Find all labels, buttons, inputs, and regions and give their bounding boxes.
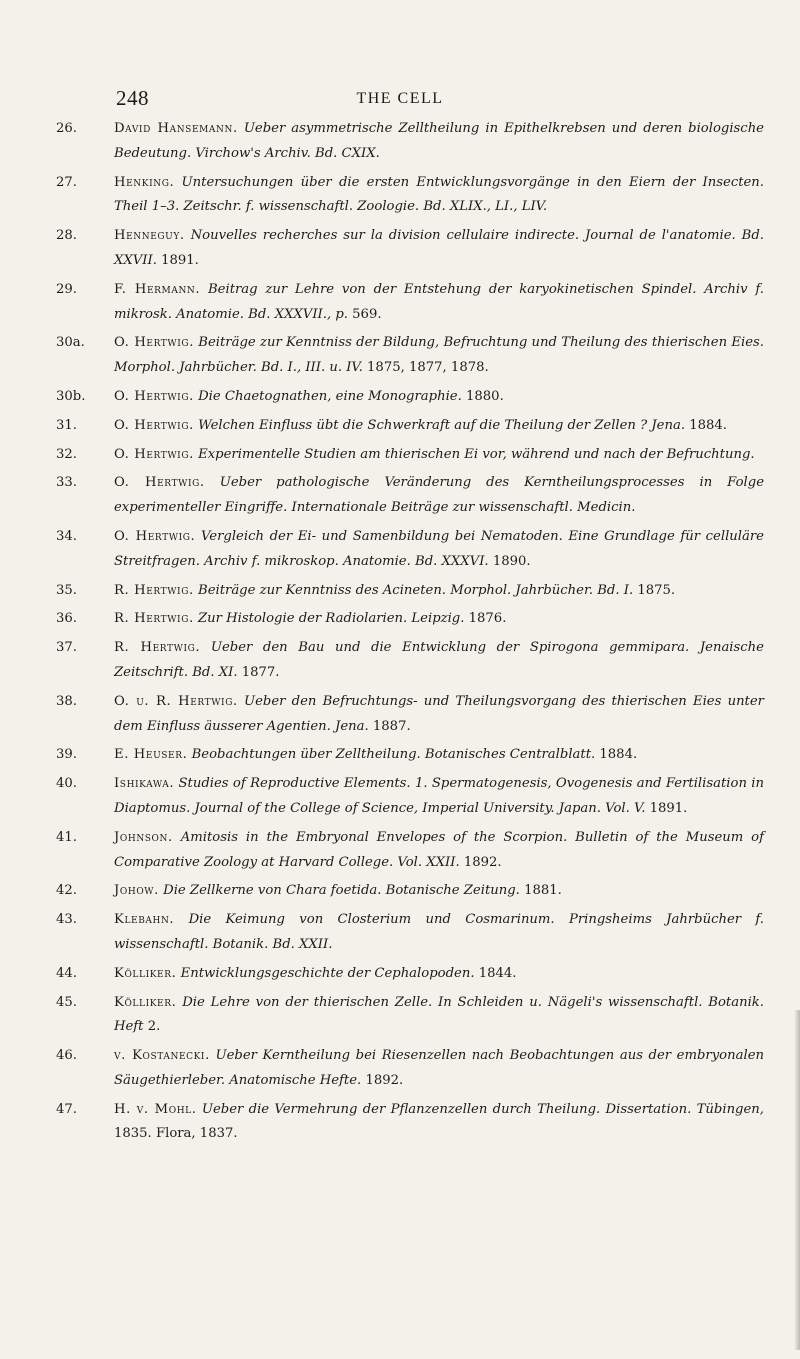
reference-year: 1877.	[241, 664, 280, 680]
reference-number: 47.	[56, 1101, 77, 1117]
reference-entry	[56, 690, 764, 740]
reference-year: 1881.	[524, 883, 562, 899]
reference-author: Johnson.	[114, 829, 173, 845]
reference-title: Studies of Reproductive Elements. 1. Spermatogenesis, Ovogenesis and Fertilisation in Diaptomus. Journal of the College of Science, Imperial University. Japan. Vol. V.	[114, 776, 764, 816]
reference-number: 27.	[56, 174, 77, 190]
reference-author: Henneguy.	[114, 228, 185, 244]
reference-entry	[56, 331, 764, 381]
reference-entry	[56, 636, 764, 686]
reference-author: Kölliker.	[114, 965, 177, 981]
reference-year: 1884.	[689, 417, 727, 433]
reference-number: 42.	[56, 883, 77, 899]
reference-entry	[56, 1098, 764, 1148]
reference-title: Ueber pathologische Veränderung des Kerntheilungsprocesses in Folge experimenteller Eingriffe. Internationale Beiträge zur wissenschaftl. Medicin.	[114, 475, 765, 516]
reference-author: Ishikawa.	[114, 776, 175, 792]
reference-number: 32.	[56, 446, 77, 462]
reference-entry	[56, 471, 764, 521]
reference-author: E. Heuser.	[114, 747, 188, 763]
reference-year: 569.	[352, 306, 382, 322]
reference-title: Beiträge zur Kenntniss des Acineten. Morphol. Jahrbücher. Bd. I.	[198, 582, 634, 598]
reference-number: 36.	[56, 611, 77, 627]
reference-entry	[56, 1044, 764, 1094]
reference-number: 38.	[56, 693, 77, 709]
reference-entry	[56, 772, 764, 822]
reference-year: 1891.	[649, 800, 688, 816]
reference-number: 34.	[56, 528, 77, 544]
reference-number: 28.	[56, 228, 77, 244]
reference-author: David Hansemann.	[114, 121, 238, 136]
reference-entry	[56, 443, 764, 468]
reference-number: 39.	[56, 747, 77, 763]
reference-title: Die Chaetognathen, eine Monographie.	[198, 388, 462, 404]
reference-author: R. Hertwig.	[114, 582, 194, 598]
reference-title: Amitosis in the Embryonal Envelopes of the Scorpion. Bulletin of the Museum of Comparative Zoology at Harvard College. Vol. XXII.	[114, 829, 764, 870]
page-edge-shadow	[794, 1010, 800, 1350]
reference-entry	[56, 879, 764, 904]
reference-entry	[56, 908, 764, 958]
reference-number: 33.	[56, 475, 77, 491]
reference-year: 1892.	[463, 854, 502, 870]
reference-list	[56, 117, 764, 1151]
reference-number: 30b.	[56, 388, 86, 404]
reference-author: O. Hertwig.	[114, 446, 194, 462]
reference-title: Beiträge zur Kenntniss der Bildung, Befruchtung und Theilung des thierischen Eies. Morphol. Jahrbücher. Bd. I., III. u. IV.	[114, 335, 764, 376]
reference-title: Nouvelles recherches sur la division cellulaire indirecte. Journal de l'anatomie. Bd. XXVII.	[114, 228, 764, 268]
reference-entry	[56, 743, 764, 768]
reference-entry	[56, 171, 764, 221]
reference-title: Beitrag zur Lehre von der Entstehung der karyokinetischen Spindel. Archiv f. mikrosk. Anatomie. Bd. XXXVII., p.	[114, 281, 764, 322]
reference-entry	[56, 826, 764, 876]
reference-entry	[56, 525, 764, 575]
reference-number: 31.	[56, 417, 77, 433]
reference-year: 1875.	[637, 582, 676, 598]
reference-title: Die Keimung von Closterium und Cosmarinum. Pringsheims Jahrbücher f. wissenschaftl. Botanik. Bd. XXII.	[114, 912, 764, 952]
reference-year: 1876.	[468, 611, 507, 627]
reference-title: Die Zellkerne von Chara foetida. Botanische Zeitung.	[163, 883, 520, 899]
reference-author: F. Hermann.	[114, 281, 201, 297]
page-header	[0, 86, 800, 110]
reference-number: 45.	[56, 994, 77, 1010]
reference-author: Kölliker.	[114, 994, 177, 1010]
reference-title: Welchen Einfluss übt die Schwerkraft auf die Theilung der Zellen ? Jena.	[198, 417, 686, 433]
reference-entry	[56, 579, 764, 604]
reference-number: 35.	[56, 582, 77, 598]
reference-entry	[56, 962, 764, 987]
reference-year: 1875, 1877, 1878.	[367, 360, 489, 376]
reference-title: Untersuchungen über die ersten Entwicklungsvorgänge in den Eiern der Insecten. Theil 1–3. Zeitschr. f. wissenschaftl. Zoologie. Bd. XLIX., LI., LIV.	[114, 174, 764, 215]
reference-author: O. u. R. Hertwig.	[114, 693, 238, 709]
reference-number: 46.	[56, 1048, 77, 1064]
reference-title: Ueber Kerntheilung bei Riesenzellen nach Beobachtungen aus der embryonalen Säugethierleber. Anatomische Hefte.	[114, 1048, 764, 1088]
reference-year: 1844.	[478, 965, 517, 981]
reference-title: Ueber den Befruchtungs- und Theilungsvorgang des thierischen Eies unter dem Einfluss äusserer Agentien. Jena.	[114, 693, 764, 734]
reference-number: 29.	[56, 281, 77, 297]
reference-year: 1891.	[161, 252, 199, 268]
reference-year: 1887.	[372, 718, 411, 734]
reference-entry	[56, 607, 764, 632]
reference-title: Die Lehre von der thierischen Zelle. In Schleiden u. Nägeli's wissenschaftl. Botanik. Heft	[114, 994, 764, 1035]
reference-title: Ueber den Bau und die Entwicklung der Spirogona gemmipara. Jenaische Zeitschrift. Bd. XI.	[114, 640, 764, 680]
reference-title: Vergleich der Ei- und Samenbildung bei Nematoden. Eine Grundlage für celluläre Streitfragen. Archiv f. mikroskop. Anatomie. Bd. XXXVI.	[114, 528, 764, 569]
reference-author: O. Hertwig.	[114, 528, 196, 544]
reference-author: R. Hertwig.	[114, 640, 201, 656]
reference-title: Experimentelle Studien am thierischen Ei vor, während und nach der Befruchtung.	[198, 446, 755, 462]
reference-entry	[56, 385, 764, 410]
reference-entry	[56, 991, 764, 1041]
reference-number: 30a.	[56, 335, 85, 351]
reference-title: Ueber asymmetrische Zelltheilung in Epithelkrebsen und deren biologische Bedeutung. Virchow's Archiv. Bd. CXIX.	[114, 121, 764, 161]
reference-number: 43.	[56, 912, 77, 928]
reference-year: 1880.	[466, 388, 504, 404]
running-head: THE CELL	[356, 90, 444, 107]
page-number: 248	[116, 86, 149, 110]
reference-entry	[56, 278, 764, 328]
reference-number: 26.	[56, 121, 77, 136]
reference-year: 1884.	[599, 747, 638, 763]
reference-entry	[56, 224, 764, 274]
reference-title: Ueber die Vermehrung der Pflanzenzellen durch Theilung. Dissertation. Tübingen,	[201, 1101, 764, 1117]
reference-year: 1892.	[365, 1072, 404, 1088]
reference-number: 44.	[56, 965, 77, 981]
reference-author: R. Hertwig.	[114, 611, 194, 627]
reference-number: 40.	[56, 776, 77, 792]
reference-author: v. Kostanecki.	[114, 1048, 210, 1064]
reference-year: 1890.	[492, 553, 531, 569]
reference-title: Beobachtungen über Zelltheilung. Botanisches Centralblatt.	[191, 747, 596, 763]
reference-author: Henking.	[114, 174, 175, 190]
reference-author: O. Hertwig.	[114, 417, 194, 433]
reference-year: 2.	[147, 1019, 161, 1035]
reference-title: Entwicklungsgeschichte der Cephalopoden.	[180, 965, 475, 981]
reference-author: H. v. Mohl.	[114, 1101, 197, 1117]
reference-author: Klebahn.	[114, 912, 175, 928]
reference-author: O. Hertwig.	[114, 475, 205, 491]
reference-entry	[56, 414, 764, 439]
reference-author: O. Hertwig.	[114, 388, 194, 404]
reference-author: O. Hertwig.	[114, 335, 194, 351]
reference-author: Johow.	[114, 883, 159, 899]
reference-number: 37.	[56, 640, 77, 656]
reference-title: Zur Histologie der Radiolarien. Leipzig.	[198, 611, 465, 627]
reference-year: 1835. Flora, 1837.	[114, 1126, 238, 1142]
reference-number: 41.	[56, 829, 77, 845]
reference-entry	[56, 117, 764, 167]
